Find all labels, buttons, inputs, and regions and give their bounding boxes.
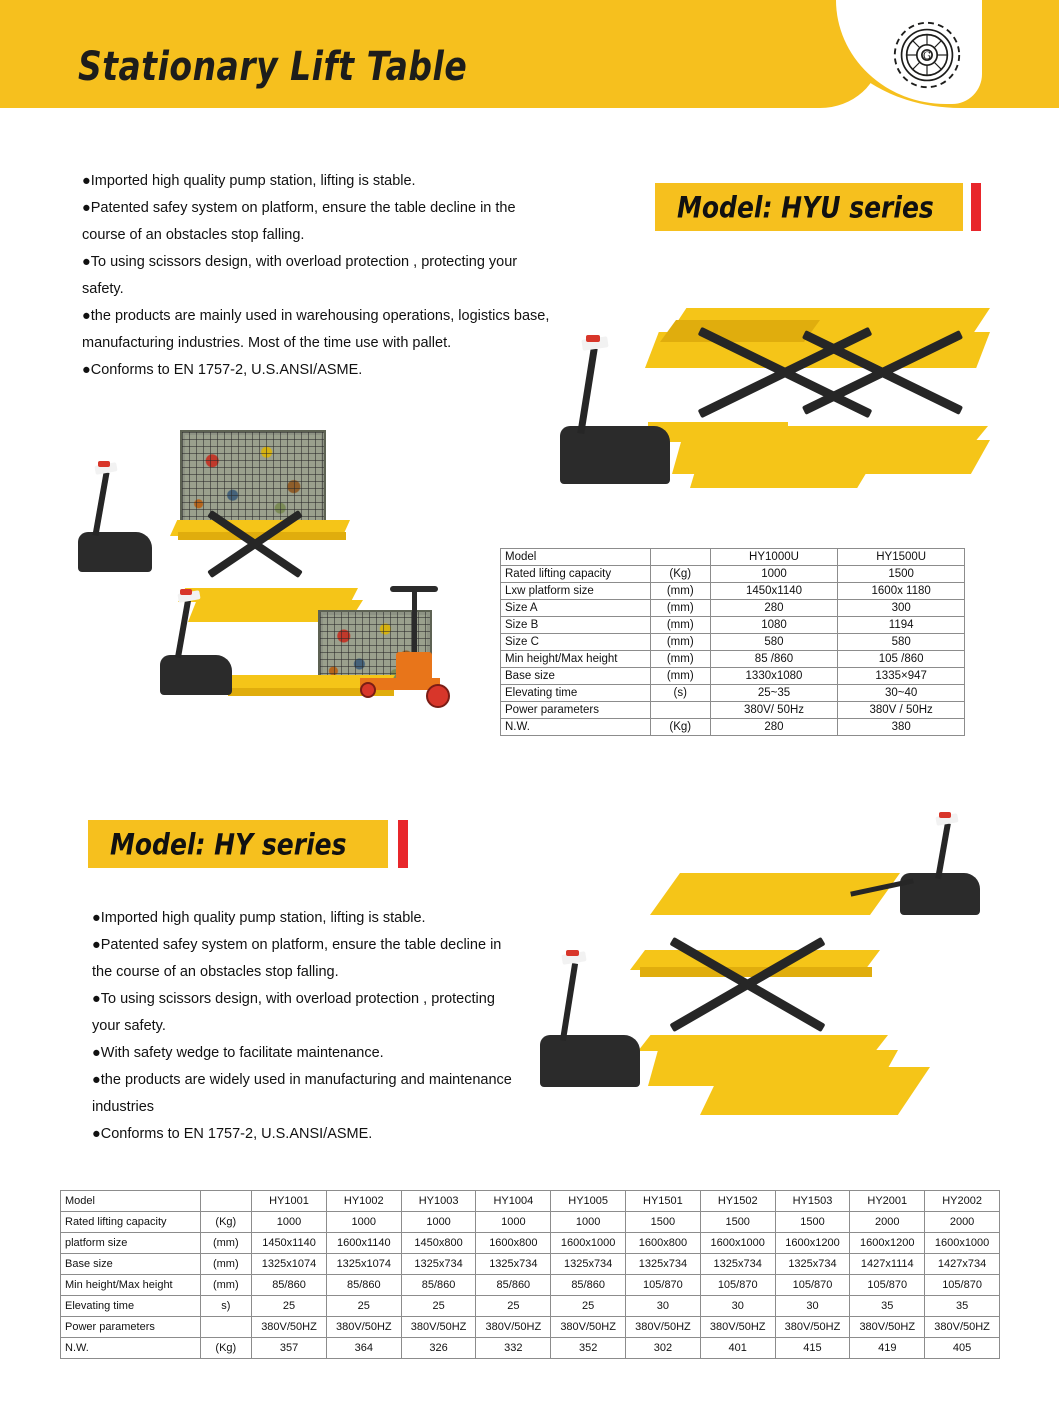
table-cell: 1325x734 xyxy=(626,1254,701,1275)
table-cell: 380V/50HZ xyxy=(700,1317,775,1338)
table-cell: 326 xyxy=(401,1338,476,1359)
table-cell: 25 xyxy=(252,1296,327,1317)
hy-model-banner xyxy=(88,820,428,868)
table-row xyxy=(501,600,965,617)
hyu-model-banner xyxy=(655,183,985,231)
table-cell: 85/860 xyxy=(326,1275,401,1296)
table-cell: 85/860 xyxy=(401,1275,476,1296)
row-unit xyxy=(200,1191,252,1212)
table-cell: 1500 xyxy=(700,1212,775,1233)
table-cell: 380V/50HZ xyxy=(626,1317,701,1338)
table-cell: 1325x734 xyxy=(476,1254,551,1275)
row-label: Size B xyxy=(501,617,651,634)
row-label: N.W. xyxy=(61,1338,201,1359)
table-cell: HY1004 xyxy=(476,1191,551,1212)
cell-hy1000u: 380V/ 50Hz xyxy=(710,702,838,719)
cell-hy1500u: 105 /860 xyxy=(838,651,965,668)
hyu-bullet-4: ●the products are mainly used in warehousing operations, logistics base, manufacturing industries. Most of the time use with pallet. xyxy=(82,308,550,351)
cell-hy1000u: 85 /860 xyxy=(710,651,838,668)
row-label: Rated lifting capacity xyxy=(61,1212,201,1233)
row-unit: (mm) xyxy=(200,1275,252,1296)
table-cell: 30 xyxy=(775,1296,850,1317)
table-cell: 85/860 xyxy=(252,1275,327,1296)
table-cell: 1600x1200 xyxy=(850,1233,925,1254)
table-cell: 30 xyxy=(626,1296,701,1317)
hy-banner-label: Model: HY series xyxy=(110,828,347,862)
table-row xyxy=(501,702,965,719)
table-cell: 302 xyxy=(626,1338,701,1359)
table-cell: 25 xyxy=(551,1296,626,1317)
hyu-spec-table xyxy=(500,548,965,736)
cell-hy1000u: 1080 xyxy=(710,617,838,634)
row-label: platform size xyxy=(61,1233,201,1254)
hyu-banner-red-bar xyxy=(971,183,981,231)
table-row xyxy=(501,634,965,651)
table-row xyxy=(501,685,965,702)
table-row xyxy=(61,1254,1000,1275)
hyu-bullet-2: ●Patented safey system on platform, ensure the table decline in the course of an obstacles stop falling. xyxy=(82,200,516,243)
row-unit: (mm) xyxy=(200,1254,252,1275)
table-row xyxy=(501,549,965,566)
hy-banner-red-bar xyxy=(398,820,408,868)
table-cell: 1427x734 xyxy=(925,1254,1000,1275)
table-cell: 1600x800 xyxy=(476,1233,551,1254)
table-cell: 105/870 xyxy=(925,1275,1000,1296)
row-unit: (mm) xyxy=(650,583,710,600)
table-cell: 419 xyxy=(850,1338,925,1359)
table-row xyxy=(61,1275,1000,1296)
table-cell: HY1003 xyxy=(401,1191,476,1212)
hyu-banner-label: Model: HYU series xyxy=(677,191,934,225)
table-cell: 1600x1200 xyxy=(775,1233,850,1254)
table-row xyxy=(61,1317,1000,1338)
row-label: Min height/Max height xyxy=(61,1275,201,1296)
table-row xyxy=(61,1338,1000,1359)
row-label: Rated lifting capacity xyxy=(501,566,651,583)
table-row xyxy=(501,566,965,583)
table-cell: 1325x1074 xyxy=(252,1254,327,1275)
table-cell: 352 xyxy=(551,1338,626,1359)
table-cell: 105/870 xyxy=(626,1275,701,1296)
row-unit xyxy=(650,549,710,566)
table-cell: 415 xyxy=(775,1338,850,1359)
page-header xyxy=(0,0,1059,112)
cell-hy1500u: HY1500U xyxy=(838,549,965,566)
table-cell: 380V/50HZ xyxy=(850,1317,925,1338)
table-cell: 25 xyxy=(401,1296,476,1317)
row-label: Elevating time xyxy=(501,685,651,702)
table-cell: 30 xyxy=(700,1296,775,1317)
row-label: Model xyxy=(501,549,651,566)
cell-hy1500u: 300 xyxy=(838,600,965,617)
table-cell: 105/870 xyxy=(700,1275,775,1296)
table-cell: HY2002 xyxy=(925,1191,1000,1212)
hyu-application-illustration xyxy=(60,420,480,720)
row-unit: (Kg) xyxy=(650,566,710,583)
hy-bullet-5: ●the products are widely used in manufacturing and maintenance industries xyxy=(92,1072,512,1115)
cell-hy1000u: 280 xyxy=(710,719,838,736)
table-cell: HY1501 xyxy=(626,1191,701,1212)
hy-bullet-1: ●Imported high quality pump station, lifting is stable. xyxy=(92,910,426,926)
table-cell: 1325x734 xyxy=(551,1254,626,1275)
cell-hy1500u: 580 xyxy=(838,634,965,651)
row-unit: (Kg) xyxy=(200,1212,252,1233)
company-chain-logo xyxy=(884,16,970,94)
table-cell: 1600x1000 xyxy=(700,1233,775,1254)
cell-hy1000u: 1000 xyxy=(710,566,838,583)
cell-hy1500u: 380 xyxy=(838,719,965,736)
row-unit: (Kg) xyxy=(650,719,710,736)
table-cell: 35 xyxy=(850,1296,925,1317)
row-label: Elevating time xyxy=(61,1296,201,1317)
table-cell: HY1503 xyxy=(775,1191,850,1212)
cell-hy1500u: 30~40 xyxy=(838,685,965,702)
cell-hy1000u: 1330x1080 xyxy=(710,668,838,685)
row-unit: (mm) xyxy=(650,668,710,685)
table-row xyxy=(501,583,965,600)
row-label: Size C xyxy=(501,634,651,651)
row-unit: s) xyxy=(200,1296,252,1317)
table-cell: 105/870 xyxy=(850,1275,925,1296)
table-cell: 401 xyxy=(700,1338,775,1359)
table-cell: 380V/50HZ xyxy=(252,1317,327,1338)
table-cell: HY1502 xyxy=(700,1191,775,1212)
cell-hy1500u: 1600x 1180 xyxy=(838,583,965,600)
row-unit xyxy=(650,702,710,719)
table-cell: 1325x1074 xyxy=(326,1254,401,1275)
table-row xyxy=(61,1212,1000,1233)
table-cell: 1000 xyxy=(401,1212,476,1233)
table-cell: 25 xyxy=(476,1296,551,1317)
cell-hy1000u: 1450x1140 xyxy=(710,583,838,600)
table-row xyxy=(61,1191,1000,1212)
table-cell: 1325x734 xyxy=(401,1254,476,1275)
hy-bullet-3: ●To using scissors design, with overload protection , protecting your safety. xyxy=(92,991,495,1034)
hy-spec-table xyxy=(60,1190,1000,1359)
table-cell: 1600x1140 xyxy=(326,1233,401,1254)
svg-text:G: G xyxy=(922,51,932,63)
cell-hy1000u: HY1000U xyxy=(710,549,838,566)
table-cell: 1325x734 xyxy=(775,1254,850,1275)
table-cell: 1500 xyxy=(626,1212,701,1233)
row-unit xyxy=(200,1317,252,1338)
row-unit: (Kg) xyxy=(200,1338,252,1359)
table-cell: 380V/50HZ xyxy=(326,1317,401,1338)
table-row xyxy=(501,617,965,634)
hy-bullet-2: ●Patented safey system on platform, ensure the table decline in the course of an obstacles stop falling. xyxy=(92,937,502,980)
table-row xyxy=(61,1233,1000,1254)
table-cell: 2000 xyxy=(925,1212,1000,1233)
table-cell: HY1001 xyxy=(252,1191,327,1212)
table-cell: 380V/50HZ xyxy=(476,1317,551,1338)
table-cell: 1000 xyxy=(476,1212,551,1233)
table-cell: 1600x800 xyxy=(626,1233,701,1254)
row-unit: (mm) xyxy=(650,617,710,634)
row-label: Base size xyxy=(501,668,651,685)
hyu-bullet-1: ●Imported high quality pump station, lifting is stable. xyxy=(82,173,416,189)
table-cell: 2000 xyxy=(850,1212,925,1233)
table-cell: 380V/50HZ xyxy=(551,1317,626,1338)
cell-hy1000u: 280 xyxy=(710,600,838,617)
row-label: Power parameters xyxy=(61,1317,201,1338)
table-cell: 1325x734 xyxy=(700,1254,775,1275)
table-row xyxy=(61,1296,1000,1317)
table-cell: HY2001 xyxy=(850,1191,925,1212)
table-cell: 105/870 xyxy=(775,1275,850,1296)
table-cell: 364 xyxy=(326,1338,401,1359)
row-unit: (s) xyxy=(650,685,710,702)
table-cell: 405 xyxy=(925,1338,1000,1359)
table-cell: 332 xyxy=(476,1338,551,1359)
table-cell: 35 xyxy=(925,1296,1000,1317)
hyu-lift-illustration xyxy=(540,290,1010,520)
table-cell: 380V/50HZ xyxy=(401,1317,476,1338)
hy-lift-illustration xyxy=(520,845,1010,1145)
hy-bullet-6: ●Conforms to EN 1757-2, U.S.ANSI/ASME. xyxy=(92,1126,373,1142)
hy-bullet-4: ●With safety wedge to facilitate maintenance. xyxy=(92,1045,384,1061)
cell-hy1000u: 580 xyxy=(710,634,838,651)
table-row xyxy=(501,668,965,685)
table-cell: 85/860 xyxy=(551,1275,626,1296)
row-label: Size A xyxy=(501,600,651,617)
row-label: N.W. xyxy=(501,719,651,736)
table-cell: 1450x1140 xyxy=(252,1233,327,1254)
table-cell: HY1002 xyxy=(326,1191,401,1212)
table-cell: 1500 xyxy=(775,1212,850,1233)
row-unit: (mm) xyxy=(650,600,710,617)
cell-hy1500u: 1500 xyxy=(838,566,965,583)
table-cell: 1000 xyxy=(551,1212,626,1233)
hyu-bullet-5: ●Conforms to EN 1757-2, U.S.ANSI/ASME. xyxy=(82,362,363,378)
table-cell: 1000 xyxy=(252,1212,327,1233)
hyu-bullet-3: ●To using scissors design, with overload protection , protecting your safety. xyxy=(82,254,518,297)
table-cell: 85/860 xyxy=(476,1275,551,1296)
table-cell: 25 xyxy=(326,1296,401,1317)
row-unit: (mm) xyxy=(650,634,710,651)
cell-hy1000u: 25~35 xyxy=(710,685,838,702)
row-label: Power parameters xyxy=(501,702,651,719)
row-label: Lxw platform size xyxy=(501,583,651,600)
table-cell: 1600x1000 xyxy=(551,1233,626,1254)
hy-feature-list xyxy=(92,905,512,1148)
cell-hy1500u: 1335×947 xyxy=(838,668,965,685)
table-cell: 1600x1000 xyxy=(925,1233,1000,1254)
row-unit: (mm) xyxy=(200,1233,252,1254)
table-cell: 1000 xyxy=(326,1212,401,1233)
table-cell: HY1005 xyxy=(551,1191,626,1212)
table-cell: 1450x800 xyxy=(401,1233,476,1254)
row-label: Base size xyxy=(61,1254,201,1275)
row-unit: (mm) xyxy=(650,651,710,668)
table-cell: 380V/50HZ xyxy=(925,1317,1000,1338)
table-row xyxy=(501,651,965,668)
cell-hy1500u: 1194 xyxy=(838,617,965,634)
table-cell: 1427x1114 xyxy=(850,1254,925,1275)
table-cell: 380V/50HZ xyxy=(775,1317,850,1338)
table-cell: 357 xyxy=(252,1338,327,1359)
cell-hy1500u: 380V / 50Hz xyxy=(838,702,965,719)
page-title: Stationary Lift Table xyxy=(78,42,468,90)
row-label: Model xyxy=(61,1191,201,1212)
table-row xyxy=(501,719,965,736)
hyu-feature-list xyxy=(82,168,562,384)
row-label: Min height/Max height xyxy=(501,651,651,668)
